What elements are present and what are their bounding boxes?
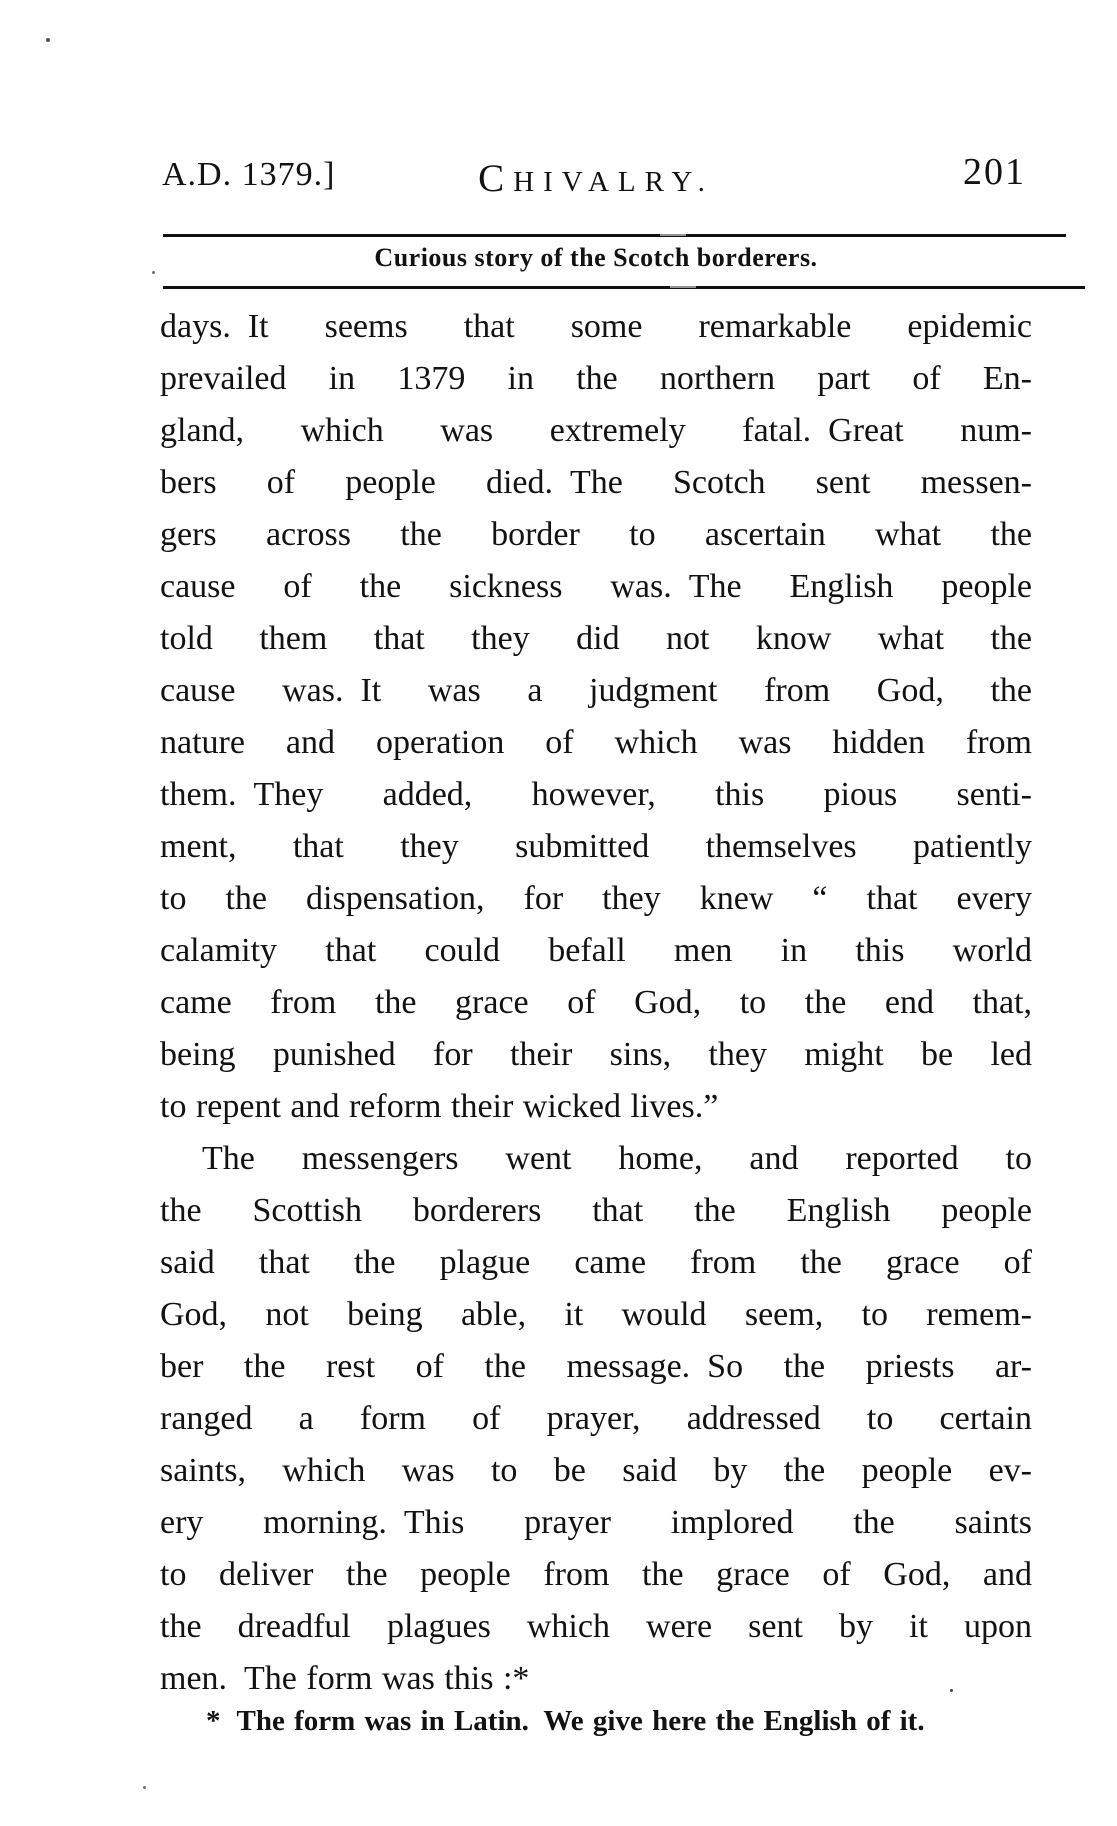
header-running-title: CHIVALRY. <box>478 157 714 200</box>
footnote-marker: * <box>206 1705 221 1737</box>
page-number: 201 <box>963 151 1026 193</box>
text-line: came from the grace of God, to the end that, <box>160 984 1032 1021</box>
text-line: saints, which was to be said by the people ev- <box>160 1452 1032 1489</box>
footnote-text: The form was in Latin. We give here the English of it. <box>236 1705 925 1737</box>
text-line: to repent and reform their wicked lives.” <box>160 1088 719 1125</box>
text-line: God, not being able, it would seem, to remem- <box>160 1296 1032 1333</box>
text-line: cause was. It was a judgment from God, the <box>160 672 1032 709</box>
text-line: ment, that they submitted themselves patiently <box>160 828 1032 865</box>
header-date: A.D. 1379.] <box>162 156 336 193</box>
text-line: nature and operation of which was hidden from <box>160 724 1032 761</box>
text-line: the dreadful plagues which were sent by it upon <box>160 1608 1032 1645</box>
text-line: said that the plague came from the grace of <box>160 1244 1032 1281</box>
section-subtitle: Curious story of the Scotch borderers. <box>374 243 818 272</box>
scan-speck <box>143 1786 146 1789</box>
text-line: told them that they did not know what the <box>160 620 1032 657</box>
body-text <box>160 301 1032 1705</box>
header-rule-bottom <box>163 286 1085 289</box>
text-line: the Scottish borderers that the English people <box>160 1192 1032 1229</box>
text-line: to the dispensation, for they knew “ that every <box>160 880 1032 917</box>
text-line: gland, which was extremely fatal. Great num- <box>160 412 1032 449</box>
scan-speck <box>950 1689 953 1692</box>
text-line: days. It seems that some remarkable epidemic <box>160 308 1032 345</box>
scan-speck <box>152 271 155 274</box>
text-line: gers across the border to ascertain what the <box>160 516 1032 553</box>
text-line: The messengers went home, and reported to <box>202 1140 1032 1177</box>
text-line: to deliver the people from the grace of God, and <box>160 1556 1032 1593</box>
text-line: ery morning. This prayer implored the saints <box>160 1504 1032 1541</box>
text-line: prevailed in 1379 in the northern part of En- <box>160 360 1032 397</box>
scan-speck <box>46 38 50 42</box>
text-line: calamity that could befall men in this world <box>160 932 1032 969</box>
text-line: ranged a form of prayer, addressed to certain <box>160 1400 1032 1437</box>
text-line: being punished for their sins, they might be led <box>160 1036 1032 1073</box>
text-line: cause of the sickness was. The English people <box>160 568 1032 605</box>
page-header <box>160 150 1032 202</box>
text-line: ber the rest of the message. So the priests ar- <box>160 1348 1032 1385</box>
text-line: men. The form was this :* <box>160 1660 530 1697</box>
paragraph <box>160 1133 1032 1705</box>
text-line: bers of people died. The Scotch sent messen- <box>160 464 1032 501</box>
text-line: them. They added, however, this pious senti- <box>160 776 1032 813</box>
header-rule-top <box>163 234 1066 237</box>
footnote <box>184 1703 1042 1739</box>
paragraph <box>160 301 1032 1133</box>
